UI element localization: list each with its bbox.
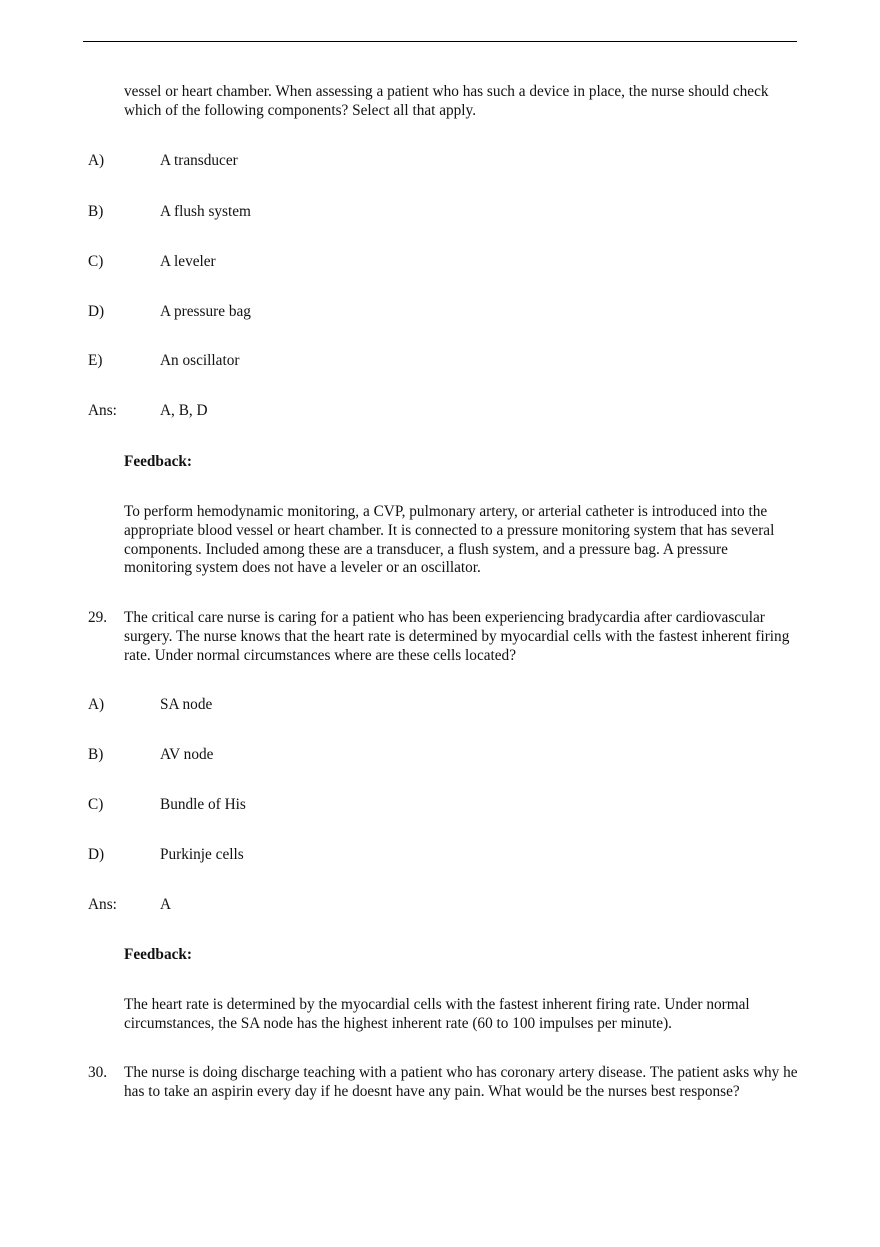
- q30-stem: The nurse is doing discharge teaching with a patient who has coronary artery disease. The patient asks why he has to take an aspirin every day if he doesnt have any pain. What would be the nurses best response?: [124, 1064, 798, 1100]
- option-text: A pressure bag: [160, 303, 251, 320]
- option-label: C): [88, 253, 104, 270]
- answer-value: A, B, D: [160, 402, 208, 419]
- option-label: D): [88, 846, 105, 863]
- option-text: Purkinje cells: [160, 846, 244, 863]
- answer-value: A: [160, 896, 172, 913]
- q29-number: 29.: [88, 609, 108, 626]
- option-text: Bundle of His: [160, 796, 246, 813]
- option-label: B): [88, 746, 104, 763]
- q28-feedback-text: To perform hemodynamic monitoring, a CVP, pulmonary artery, or arterial catheter is introduced into the appropriate blood vessel or heart chamber. It is connected to a pressure monitoring system that has several components. Included among these are a transducer, a flush system, and a pressure bag. A pressure monitoring system does not have a leveler or an oscillator.: [124, 503, 775, 577]
- option-label: A): [88, 152, 105, 169]
- q29-feedback-text: The heart rate is determined by the myocardial cells with the fastest inherent firing rate. Under normal circumstances, the SA node has the highest inherent rate (60 to 100 impulses per minute).: [124, 996, 750, 1032]
- header-rule: [83, 41, 797, 42]
- answer-label: Ans:: [88, 896, 117, 913]
- option-label: B): [88, 203, 104, 220]
- answer-label: Ans:: [88, 402, 117, 419]
- q28-stem-continued: vessel or heart chamber. When assessing a patient who has such a device in place, the nurse should check which of the following components? Select all that apply.: [124, 83, 769, 119]
- q30-number: 30.: [88, 1064, 108, 1081]
- q29-stem: The critical care nurse is caring for a patient who has been experiencing bradycardia after cardiovascular surgery. The nurse knows that the heart rate is determined by myocardial cells with the fastest inherent firing rate. Under normal circumstances where are these cells located?: [124, 609, 790, 664]
- option-text: AV node: [160, 746, 214, 763]
- option-label: E): [88, 352, 103, 369]
- option-text: SA node: [160, 696, 213, 713]
- option-label: D): [88, 303, 105, 320]
- option-text: A flush system: [160, 203, 251, 220]
- option-label: A): [88, 696, 105, 713]
- option-label: C): [88, 796, 104, 813]
- q28-feedback-label: Feedback:: [124, 453, 192, 470]
- q29-feedback-label: Feedback:: [124, 946, 192, 963]
- option-text: An oscillator: [160, 352, 240, 369]
- option-text: A transducer: [160, 152, 238, 169]
- option-text: A leveler: [160, 253, 216, 270]
